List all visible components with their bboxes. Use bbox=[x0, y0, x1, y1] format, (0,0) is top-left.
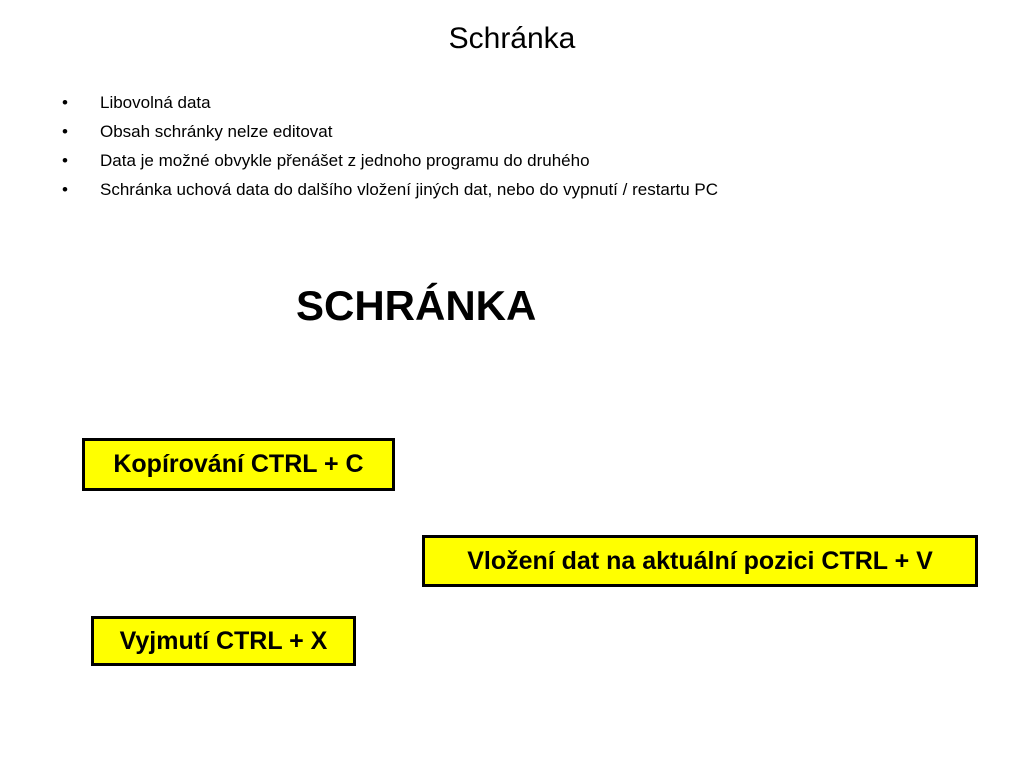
bullet-symbol: • bbox=[62, 151, 68, 170]
bullet-symbol: • bbox=[62, 180, 68, 199]
clipboard-heading: SCHRÁNKA bbox=[296, 282, 537, 329]
bullet-text: Libovolná data bbox=[100, 93, 211, 112]
bullet-text: Obsah schránky nelze editovat bbox=[100, 122, 333, 141]
bullet-text: Schránka uchová data do dalšího vložení jiných dat, nebo do vypnutí / restartu PC bbox=[100, 180, 719, 199]
cut-shortcut-box: Vyjmutí CTRL + X bbox=[91, 616, 356, 666]
slide-title: Schránka bbox=[448, 22, 576, 55]
bullet-text: Data je možné obvykle přenášet z jednoho programu do druhého bbox=[100, 151, 590, 170]
bullet-symbol: • bbox=[62, 93, 68, 112]
paste-shortcut-box: Vložení dat na aktuální pozici CTRL + V bbox=[422, 535, 978, 587]
bullet-symbol: • bbox=[62, 122, 68, 141]
copy-shortcut-box: Kopírování CTRL + C bbox=[82, 438, 395, 491]
